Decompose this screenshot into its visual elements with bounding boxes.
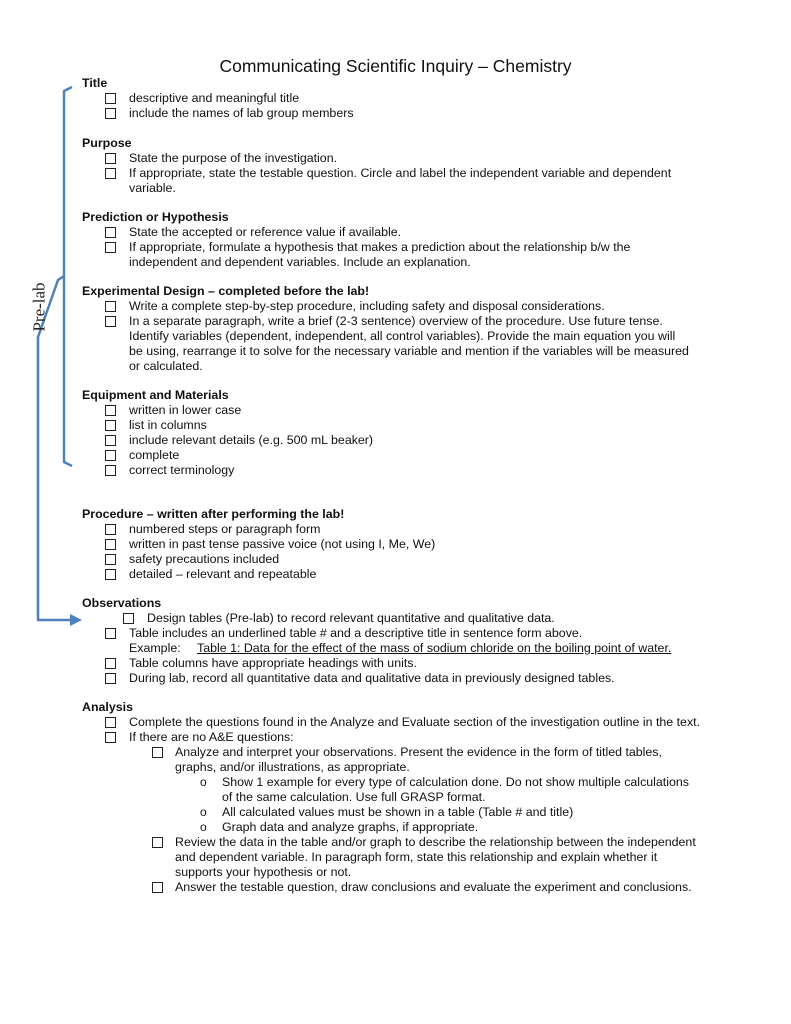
- checkbox[interactable]: [105, 673, 116, 684]
- arrow-head-icon: [70, 614, 82, 626]
- checklist-item-label: Analyze and interpret your observations. Present the evidence in the form of titled tables,: [175, 745, 662, 759]
- checkbox[interactable]: [105, 420, 116, 431]
- checkbox[interactable]: [105, 465, 116, 476]
- checklist-item-label: variable.: [129, 181, 176, 195]
- checkbox[interactable]: [105, 405, 116, 416]
- checklist-item-label: independent and dependent variables. Include an explanation.: [129, 255, 471, 269]
- example-label: Example:: [129, 641, 181, 655]
- list-item-label: of the same calculation. Use full GRASP format.: [222, 790, 486, 804]
- section-heading-procedure: Procedure – written after performing the lab!: [82, 507, 345, 521]
- checklist-item-label: If appropriate, state the testable question. Circle and label the independent variable and dependent: [129, 166, 672, 180]
- prelab-label-text: Pre-lab: [29, 282, 49, 332]
- checkbox[interactable]: [105, 717, 116, 728]
- checkbox[interactable]: [105, 242, 116, 253]
- checklist-item-label: Complete the questions found in the Analyze and Evaluate section of the investigation outline in the text.: [129, 715, 701, 729]
- checklist-item-label: Design tables (Pre-lab) to record relevant quantitative and qualitative data.: [147, 611, 555, 625]
- checklist-item-label: State the purpose of the investigation.: [129, 151, 338, 165]
- checklist-item-label: Table columns have appropriate headings with units.: [129, 656, 417, 670]
- checklist-item-label: include the names of lab group members: [129, 106, 354, 120]
- page-title: Communicating Scientific Inquiry – Chemistry: [219, 56, 572, 76]
- section-heading-prediction: Prediction or Hypothesis: [82, 210, 229, 224]
- checkbox[interactable]: [105, 168, 116, 179]
- prelab-bracket: [64, 87, 72, 466]
- checklist-item-label: detailed – relevant and repeatable: [129, 567, 317, 581]
- section-heading-analysis: Analysis: [82, 700, 133, 714]
- checklist-item-label: graphs, and/or illustrations, as appropriate.: [175, 760, 410, 774]
- checkbox[interactable]: [105, 524, 116, 535]
- example-table-caption: Table 1: Data for the effect of the mass of sodium chloride on the boiling point of water.: [197, 641, 672, 655]
- checklist-item-label: Write a complete step-by-step procedure, including safety and disposal considerations.: [129, 299, 605, 313]
- list-item-label: Graph data and analyze graphs, if appropriate.: [222, 820, 479, 834]
- checkbox[interactable]: [105, 93, 116, 104]
- bullet-icon: o: [200, 820, 207, 834]
- checkbox[interactable]: [105, 554, 116, 565]
- section-heading-purpose: Purpose: [82, 136, 132, 150]
- checklist-item-label: list in columns: [129, 418, 207, 432]
- checkbox[interactable]: [105, 628, 116, 639]
- checkbox[interactable]: [105, 732, 116, 743]
- section-heading-equipment: Equipment and Materials: [82, 388, 229, 402]
- checklist-item-label: Table includes an underlined table # and a descriptive title in sentence form above.: [129, 626, 583, 640]
- checkbox[interactable]: [105, 316, 116, 327]
- checklist-item-label: written in lower case: [129, 403, 242, 417]
- checklist-item-label: supports your hypothesis or not.: [175, 865, 352, 879]
- checkbox[interactable]: [105, 658, 116, 669]
- checklist-item-label: descriptive and meaningful title: [129, 91, 300, 105]
- checkbox[interactable]: [105, 227, 116, 238]
- checklist-item-label: Identify variables (dependent, independent, all control variables). Provide the main equation you will: [129, 329, 676, 343]
- checkbox[interactable]: [152, 837, 163, 848]
- checklist-item-label: written in past tense passive voice (not using I, Me, We): [129, 537, 436, 551]
- checklist-item-label: In a separate paragraph, write a brief (2-3 sentence) overview of the procedure. Use future tense.: [129, 314, 663, 328]
- checkbox[interactable]: [105, 108, 116, 119]
- section-heading-observations: Observations: [82, 596, 162, 610]
- list-item-label: Show 1 example for every type of calculation done. Do not show multiple calculations: [222, 775, 689, 789]
- checklist-item-label: correct terminology: [129, 463, 235, 477]
- prelab-label: [22, 280, 56, 334]
- checklist-item-label: Answer the testable question, draw conclusions and evaluate the experiment and conclusions.: [175, 880, 692, 894]
- checkbox[interactable]: [105, 450, 116, 461]
- checklist-item-label: and dependent variable. In paragraph form, state this relationship and explain whether it: [175, 850, 658, 864]
- section-heading-title: Title: [82, 76, 108, 90]
- checklist-item-label: If there are no A&E questions:: [129, 730, 294, 744]
- checklist-item-label: numbered steps or paragraph form: [129, 522, 321, 536]
- checkbox[interactable]: [105, 569, 116, 580]
- list-item-label: All calculated values must be shown in a table (Table # and title): [222, 805, 574, 819]
- checkbox[interactable]: [152, 747, 163, 758]
- checklist-item-label: include relevant details (e.g. 500 mL beaker): [129, 433, 374, 447]
- checklist-item-label: Review the data in the table and/or graph to describe the relationship between the independent: [175, 835, 696, 849]
- checkbox[interactable]: [105, 539, 116, 550]
- bullet-icon: o: [200, 775, 207, 789]
- checklist-item-label: State the accepted or reference value if available.: [129, 225, 402, 239]
- checklist-item-label: If appropriate, formulate a hypothesis that makes a prediction about the relationship b/w the: [129, 240, 631, 254]
- checklist-item-label: During lab, record all quantitative data and qualitative data in previously designed tables.: [129, 671, 615, 685]
- checklist-item-label: safety precautions included: [129, 552, 280, 566]
- checkbox[interactable]: [105, 153, 116, 164]
- bullet-icon: o: [200, 805, 207, 819]
- checkbox[interactable]: [152, 882, 163, 893]
- checklist-item-label: complete: [129, 448, 180, 462]
- checkbox[interactable]: [123, 613, 134, 624]
- section-heading-design: Experimental Design – completed before the lab!: [82, 284, 370, 298]
- checkbox[interactable]: [105, 435, 116, 446]
- checklist-item-label: or calculated.: [129, 359, 203, 373]
- checklist-item-label: be using, rearrange it to solve for the necessary variable and mention if the variables will be measured: [129, 344, 689, 358]
- checkbox[interactable]: [105, 301, 116, 312]
